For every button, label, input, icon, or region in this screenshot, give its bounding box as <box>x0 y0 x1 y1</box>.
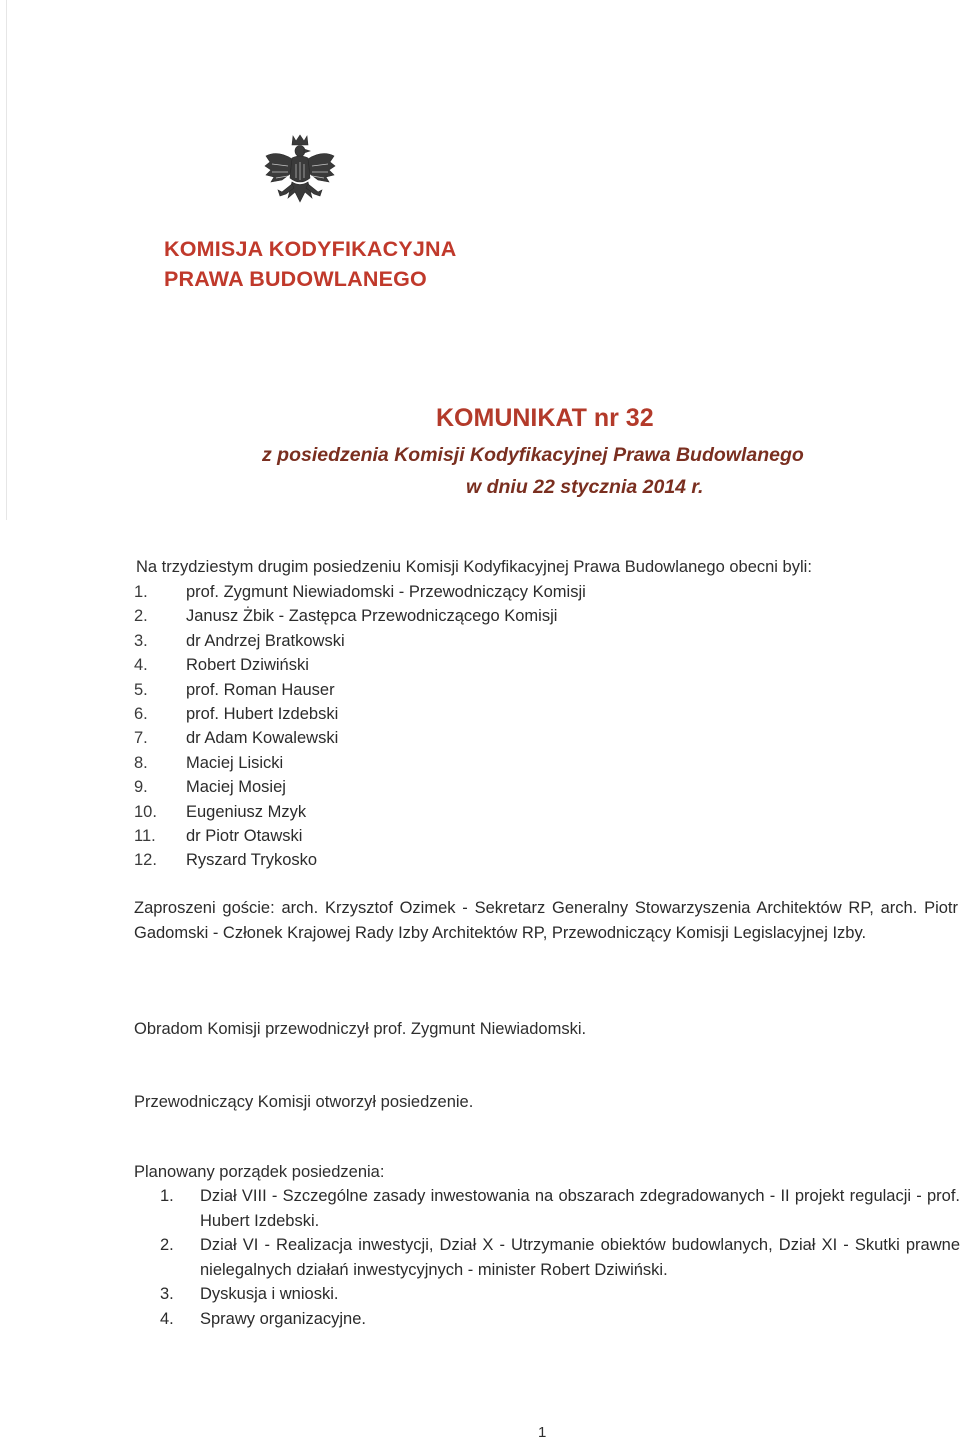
list-item <box>134 800 586 824</box>
list-item-text: dr Adam Kowalewski <box>186 729 339 748</box>
list-item-text: Maciej Mosiej <box>186 778 286 797</box>
list-item <box>134 653 586 677</box>
list-item <box>134 702 586 726</box>
list-item-number: 7. <box>134 729 148 748</box>
list-item-number: 12. <box>134 851 157 870</box>
list-item-text: Dział VIII - Szczególne zasady inwestowania na obszarach zdegradowanych - II projekt regulacji - prof. Hubert Izdebski. <box>200 1187 960 1230</box>
document-date: w dniu 22 stycznia 2014 r. <box>466 476 704 498</box>
list-item-text: dr Piotr Otawski <box>186 826 303 845</box>
organization-name-line2: PRAWA BUDOWLANEGO <box>164 267 427 291</box>
list-item-number: 9. <box>134 778 148 797</box>
list-item-number: 2. <box>134 607 148 626</box>
opening-statement: Przewodniczący Komisji otworzył posiedzenie. <box>134 1093 474 1111</box>
list-item-text: prof. Hubert Izdebski <box>186 704 339 723</box>
list-item-number: 8. <box>134 753 148 772</box>
list-item-number: 6. <box>134 704 148 723</box>
agenda-list <box>160 1184 960 1331</box>
list-item <box>134 580 586 604</box>
list-item <box>134 678 586 702</box>
members-list <box>134 580 586 873</box>
list-item-number: 4. <box>160 1309 174 1328</box>
document-title: KOMUNIKAT nr 32 <box>436 404 654 432</box>
list-item-number: 2. <box>160 1236 174 1254</box>
list-item-text: Eugeniusz Mzyk <box>186 802 307 821</box>
list-item-number: 3. <box>134 631 148 650</box>
guests-paragraph: Zaproszeni goście: arch. Krzysztof Ozimek - Sekretarz Generalny Stowarzyszenia Architektów RP, arch. Piotr Gadomski - Członek Krajowej Rady Izby Architektów RP, Przewodniczący Komisji Legislacyjnej Izby. <box>134 899 958 942</box>
list-item <box>134 751 586 775</box>
list-item-number: 11. <box>134 826 156 845</box>
organization-name <box>164 234 457 294</box>
list-item-number: 5. <box>134 680 148 699</box>
list-item-text: Dział VI - Realizacja inwestycji, Dział X - Utrzymanie obiektów budowlanych, Dział XI - Skutki prawne nielegalnych działań inwestycyjnych - minister Robert Dziwiński. <box>200 1236 960 1279</box>
document-subtitle: z posiedzenia Komisji Kodyfikacyjnej Prawa Budowlanego <box>262 444 804 466</box>
list-item-text: Ryszard Trykosko <box>186 851 318 870</box>
chair-statement: Obradom Komisji przewodniczył prof. Zygmunt Niewiadomski. <box>134 1020 587 1038</box>
list-item <box>134 604 586 628</box>
list-item <box>160 1184 960 1233</box>
polish-eagle-emblem-icon <box>262 132 338 214</box>
list-item-text: dr Andrzej Bratkowski <box>186 631 345 650</box>
list-item-number: 4. <box>134 656 148 675</box>
attendance-intro: Na trzydziestym drugim posiedzeniu Komisji Kodyfikacyjnej Prawa Budowlanego obecni byli: <box>136 558 812 576</box>
list-item-number: 10. <box>134 802 157 821</box>
list-item-text: prof. Zygmunt Niewiadomski - Przewodniczący Komisji <box>186 583 586 601</box>
list-item-text: Maciej Lisicki <box>186 753 284 772</box>
list-item <box>134 775 586 799</box>
page-number: 1 <box>538 1424 547 1441</box>
list-item-text: Sprawy organizacyjne. <box>200 1309 366 1328</box>
list-item-number: 1. <box>160 1187 174 1205</box>
agenda-heading: Planowany porządek posiedzenia: <box>134 1163 385 1181</box>
list-item-number: 3. <box>160 1285 174 1303</box>
list-item-text: Robert Dziwiński <box>186 656 309 675</box>
list-item-text: Dyskusja i wnioski. <box>200 1285 339 1303</box>
scan-edge-line <box>6 0 7 520</box>
list-item <box>134 824 586 848</box>
organization-name-line1: KOMISJA KODYFIKACYJNA <box>164 237 457 261</box>
list-item <box>134 726 586 750</box>
list-item-number: 1. <box>134 583 148 601</box>
list-item-text: Janusz Żbik - Zastępca Przewodniczącego Komisji <box>186 607 558 626</box>
list-item <box>160 1307 960 1332</box>
list-item <box>160 1233 960 1282</box>
list-item <box>134 629 586 653</box>
list-item <box>160 1282 960 1307</box>
list-item <box>134 848 586 872</box>
list-item-text: prof. Roman Hauser <box>186 680 335 699</box>
